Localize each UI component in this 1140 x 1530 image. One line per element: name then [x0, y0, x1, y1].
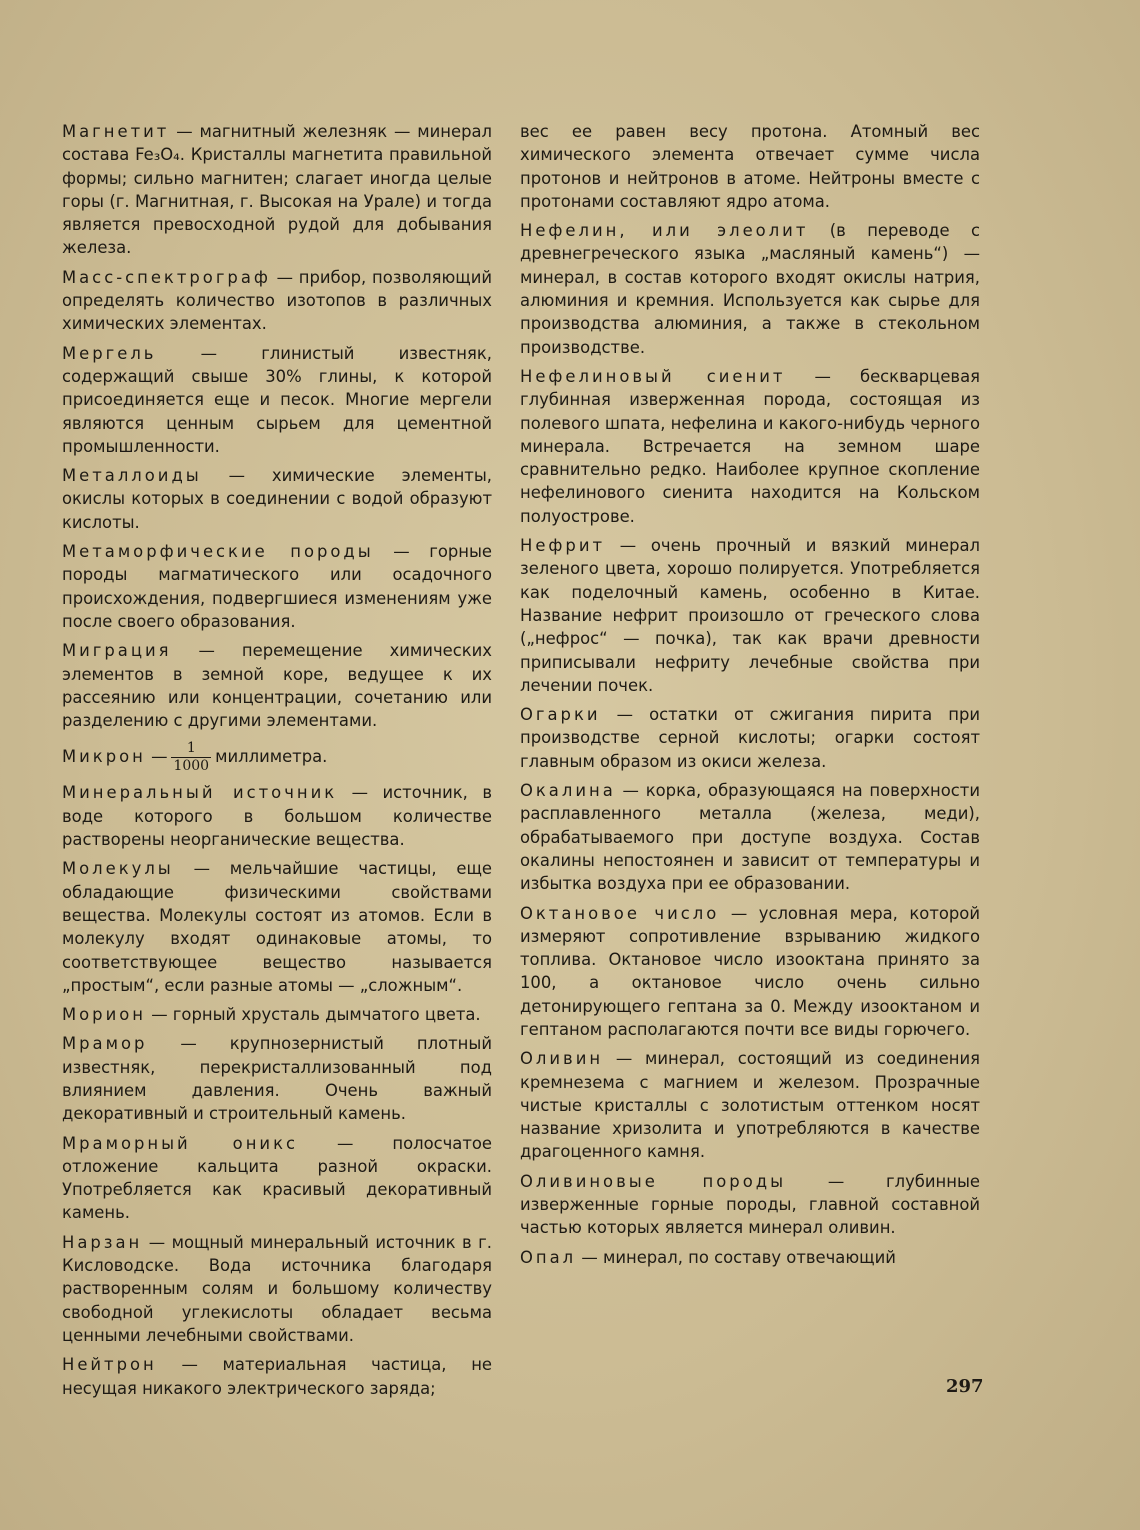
entry-text: — мощный минеральный источник в г. Кисловодске. Вода источника благодаря растворенным солям и большому количеству свободной углекислоты обладает весьма ценными лечебными свойствами. — [62, 1232, 493, 1345]
entry-text: — условная мера, которой измеряют сопротивление взрыванию жидкого топлива. Октановое число изооктана принято за 100, а октановое число очень сильно детонирующего гептана за 0. Между изооктаном и гептаном располагаются почти все виды горючего. — [520, 903, 980, 1039]
left-column — [62, 120, 492, 1406]
fraction — [171, 740, 211, 775]
entry-neutron-continued — [520, 120, 980, 213]
entry-term: Оливиновые породы — [520, 1171, 787, 1191]
entry-text: — горный хрусталь дымчатого цвета. — [151, 1005, 481, 1025]
entry-morion — [62, 1003, 492, 1026]
entry-term: Огарки — [520, 705, 601, 725]
entry-text: — очень прочный и вязкий минерал зеленого цвета, хорошо полируется. Употребляется как поделочный камень, особенно в Китае. Название нефрит произошло от греческого слова („нефрос“ — почка), так как врачи древности приписывали нефриту лечебные свойства при лечении почек. — [520, 536, 981, 695]
entry-text: — материальная частица, не несущая никакого электрического заряда; — [62, 1355, 492, 1398]
entry-text: (в переводе с древнегреческого языка „масляный камень“) — минерал, в состав которого входят окислы натрия, алюминия и кремния. Используется как сырье для производства алюминия, а также в стекольном производстве. — [520, 221, 980, 357]
entry-term: Опал — [520, 1247, 577, 1267]
entry-term: Метаморфические породы — [62, 542, 374, 562]
entry-dash: — — [151, 747, 168, 767]
entry-nepheline-syenite — [520, 365, 980, 528]
entry-term: Нефелиновый сиенит — [520, 366, 786, 386]
entry-magnetite — [62, 120, 492, 260]
entry-text: — глинистый известняк, содержащий свыше 30% глины, к которой присоединяется еще и песок. Многие мергели являются ценным сырьем для цементной промышленности. — [62, 343, 492, 456]
entry-text: — источник, в воде которого в большом количестве растворены неорганические вещества. — [62, 783, 492, 850]
entry-marble — [62, 1032, 492, 1125]
entry-narzan — [62, 1231, 492, 1347]
right-column — [520, 120, 980, 1275]
entry-text: — горные породы магматического или осадочного происхождения, подвергшиеся изменениям уже после своего образования. — [62, 542, 492, 631]
entry-term: Минеральный источник — [62, 783, 338, 803]
entry-metalloids — [62, 464, 492, 534]
entry-text: — корка, образующаяся на поверхности расплавленного металла (железа, меди), обрабатываемого при доступе воздуха. Состав окалины непостоянен и зависит от температуры и избытка воздуха при ее образовании. — [520, 781, 980, 894]
entry-term: Магнетит — [62, 122, 170, 141]
entry-text: — глубинные изверженные горные породы, главной составной частью которых является минерал оливин. — [520, 1171, 980, 1238]
entry-micron — [62, 740, 492, 775]
entry-molecules — [62, 857, 492, 997]
entry-term: Нейтрон — [62, 1355, 157, 1375]
entry-term: Окалина — [520, 781, 616, 801]
entry-nepheline — [520, 219, 980, 359]
entry-term: Мергель — [62, 343, 157, 363]
entry-migration — [62, 639, 492, 732]
page-number: 297 — [946, 1376, 984, 1397]
entry-octane-number — [520, 902, 980, 1042]
entry-term: Микрон — [62, 747, 146, 767]
entry-text: — остатки от сжигания пирита при производстве серной кислоты; огарки состоят главным образом из окиси железа. — [520, 705, 980, 771]
entry-term: Нефрит — [520, 536, 606, 556]
entry-text: — перемещение химических элементов в земной коре, ведущее к их рассеянию или концентрации, сочетанию или разделению с другими элементами. — [62, 641, 492, 731]
entry-marl — [62, 342, 492, 458]
entry-text: — мельчайшие частицы, еще обладающие физическими свойствами вещества. Молекулы состоят из атомов. Если в молекулу входят одинаковые атомы, то соответствующее вещество называется „простым“, если разные атомы — „сложным“. — [62, 859, 492, 995]
entry-term: Миграция — [62, 641, 172, 661]
entry-mass-spectrograph — [62, 266, 492, 336]
entry-text: миллиметра. — [215, 747, 328, 767]
entry-term: Металлоиды — [62, 466, 202, 486]
entry-term: Нефелин, или элеолит — [520, 221, 809, 241]
entry-metamorphic-rocks — [62, 540, 492, 633]
entry-opal — [520, 1246, 980, 1269]
entry-text: — крупнозернистый плотный известняк, перекристаллизованный под влиянием давления. Очень важный декоративный и строительный камень. — [62, 1034, 492, 1124]
entry-neutron — [62, 1353, 492, 1400]
entry-term: Октановое число — [520, 903, 720, 923]
entry-term: Оливин — [520, 1049, 604, 1069]
entry-olivine-rocks — [520, 1170, 980, 1240]
entry-text: — химические элементы, окислы которых в соединении с водой образуют кислоты. — [62, 466, 492, 532]
entry-mineral-spring — [62, 781, 492, 851]
fraction-denominator: 1000 — [173, 758, 210, 775]
entry-text: — прибор, позволяющий определять количество изотопов в различных химических элементах. — [62, 267, 493, 334]
entry-cinders — [520, 703, 980, 773]
entry-text: — бескварцевая глубинная изверженная порода, состоящая из полевого шпата, нефелина и какого-нибудь черного минерала. Встречается на земном шаре сравнительно редко. Наиболее крупное скопление нефелинового сиенита находится на Кольском полуострове. — [520, 366, 980, 526]
entry-term: Масс-спектрограф — [62, 267, 271, 287]
entry-nephrite — [520, 534, 980, 697]
entry-term: Мрамор — [62, 1034, 148, 1054]
entry-text: — полосчатое отложение кальцита разной окраски. Употребляется как красивый декоративный камень. — [62, 1133, 493, 1223]
entry-term: Морион — [62, 1005, 146, 1025]
entry-term: Мраморный оникс — [62, 1133, 298, 1153]
entry-term: Молекулы — [62, 859, 174, 879]
entry-olivine — [520, 1047, 980, 1163]
entry-text: — магнитный железняк — минерал состава Fe₃O₄. Кристаллы магнетита правильной формы; сильно магнитен; слагает иногда целые горы (г. Магнитная, г. Высокая на Урале) и тогда является превосходной рудой для добывания железа. — [62, 122, 492, 258]
entry-term: Нарзан — [62, 1232, 143, 1252]
entry-marble-onyx — [62, 1132, 492, 1225]
entry-scale — [520, 779, 980, 895]
entry-text: — минерал, состоящий из соединения кремнезема с магнием и железом. Прозрачные чистые кристаллы с золотистым оттенком носят название хризолита и употребляются в качестве драгоценного камня. — [520, 1049, 981, 1162]
entry-text: — минерал, по составу отвечающий — [581, 1247, 896, 1267]
fraction-numerator: 1 — [171, 740, 211, 758]
entry-text: вес ее равен весу протона. Атомный вес химического элемента отвечает сумме числа протонов и нейтронов в атоме. Нейтроны вместе с протонами составляют ядро атома. — [520, 122, 980, 211]
